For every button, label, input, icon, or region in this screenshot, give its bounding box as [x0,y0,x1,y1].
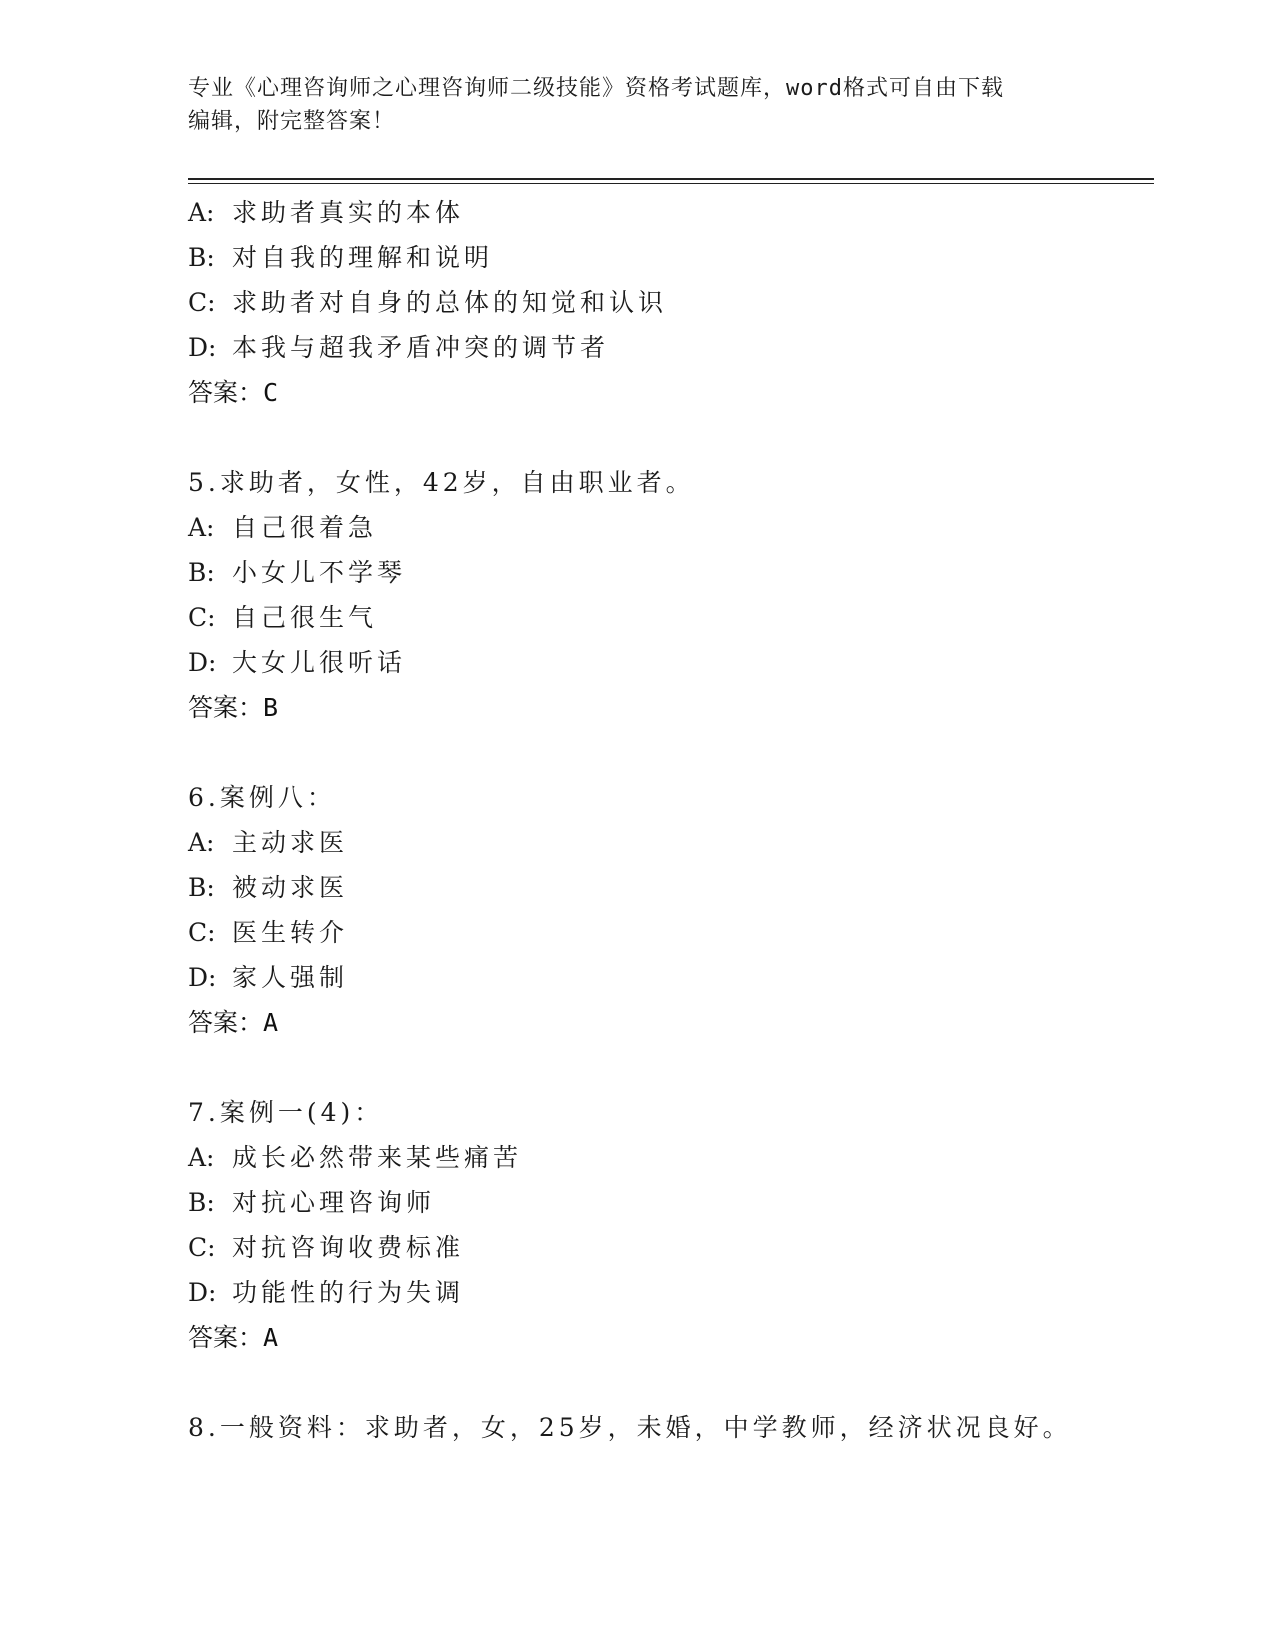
q7-option-c [188,1228,464,1264]
option-text: 求助者对自身的总体的知觉和认识 [232,288,668,317]
option-text: 本我与超我矛盾冲突的调节者 [232,333,610,362]
option-label: D: [188,1278,217,1307]
q7-answer [188,1318,278,1354]
option-label: B: [188,1188,215,1217]
q4-answer [188,373,278,409]
option-label: D: [188,963,217,992]
q5-answer [188,688,278,724]
q4-option-a [188,193,464,229]
option-label: D: [188,648,217,677]
q5-option-a [188,508,377,544]
q6-answer [188,1003,278,1039]
option-text: 求助者真实的本体 [232,198,465,227]
option-label: B: [188,873,215,902]
q4-option-c [188,283,667,319]
option-text: 大女儿很听话 [232,648,407,677]
option-label: A: [188,198,215,227]
q6-option-b [188,868,348,904]
option-text: 自己很着急 [232,513,378,542]
q5-option-b [188,553,406,589]
answer-label: 答案： [188,693,264,722]
option-text: 家人强制 [232,963,349,992]
q6-option-c [188,913,348,949]
option-label: D: [188,333,217,362]
option-label: A: [188,828,215,857]
q5-stem: 5.求助者，女性，42岁，自由职业者。 [188,468,695,497]
option-text: 主动求医 [232,828,349,857]
answer-label: 答案： [188,1323,264,1352]
answer-label: 答案： [188,378,264,407]
option-label: C: [188,918,216,947]
header-line-2: 编辑，附完整答案！ [188,109,396,134]
option-label: C: [188,1233,216,1262]
answer-value: C [263,378,279,407]
q7-stem: 7.案例一(4)： [188,1098,384,1127]
option-label: C: [188,288,216,317]
q4-option-d [188,328,609,364]
q7-option-a [188,1138,522,1174]
answer-value: B [263,693,279,722]
option-text: 成长必然带来某些痛苦 [232,1143,523,1172]
answer-value: A [263,1323,279,1352]
option-text: 对抗咨询收费标准 [232,1233,465,1262]
header-divider-thin [188,183,1154,184]
option-text: 医生转介 [232,918,349,947]
header-divider-thick [188,178,1154,180]
option-text: 对抗心理咨询师 [232,1188,436,1217]
option-label: C: [188,603,216,632]
header-line-1: 专业《心理咨询师之心理咨询师二级技能》资格考试题库，word格式可自由下载 [188,76,1004,101]
option-label: A: [188,513,215,542]
q8-stem: 8.一般资料：求助者，女，25岁，未婚，中学教师，经济状况良好。 [188,1413,1072,1442]
option-text: 功能性的行为失调 [232,1278,465,1307]
q5-option-d [188,643,406,679]
document-header [188,72,1088,138]
option-label: B: [188,243,215,272]
option-text: 对自我的理解和说明 [232,243,494,272]
answer-label: 答案： [188,1008,264,1037]
answer-value: A [263,1008,279,1037]
q5-option-c [188,598,377,634]
q6-option-a [188,823,348,859]
q7-option-d [188,1273,464,1309]
q6-stem: 6.案例八： [188,783,336,812]
q4-option-b [188,238,493,274]
option-text: 小女儿不学琴 [232,558,407,587]
option-label: A: [188,1143,215,1172]
option-text: 自己很生气 [232,603,378,632]
option-text: 被动求医 [232,873,349,902]
option-label: B: [188,558,215,587]
q7-option-b [188,1183,435,1219]
q6-option-d [188,958,348,994]
